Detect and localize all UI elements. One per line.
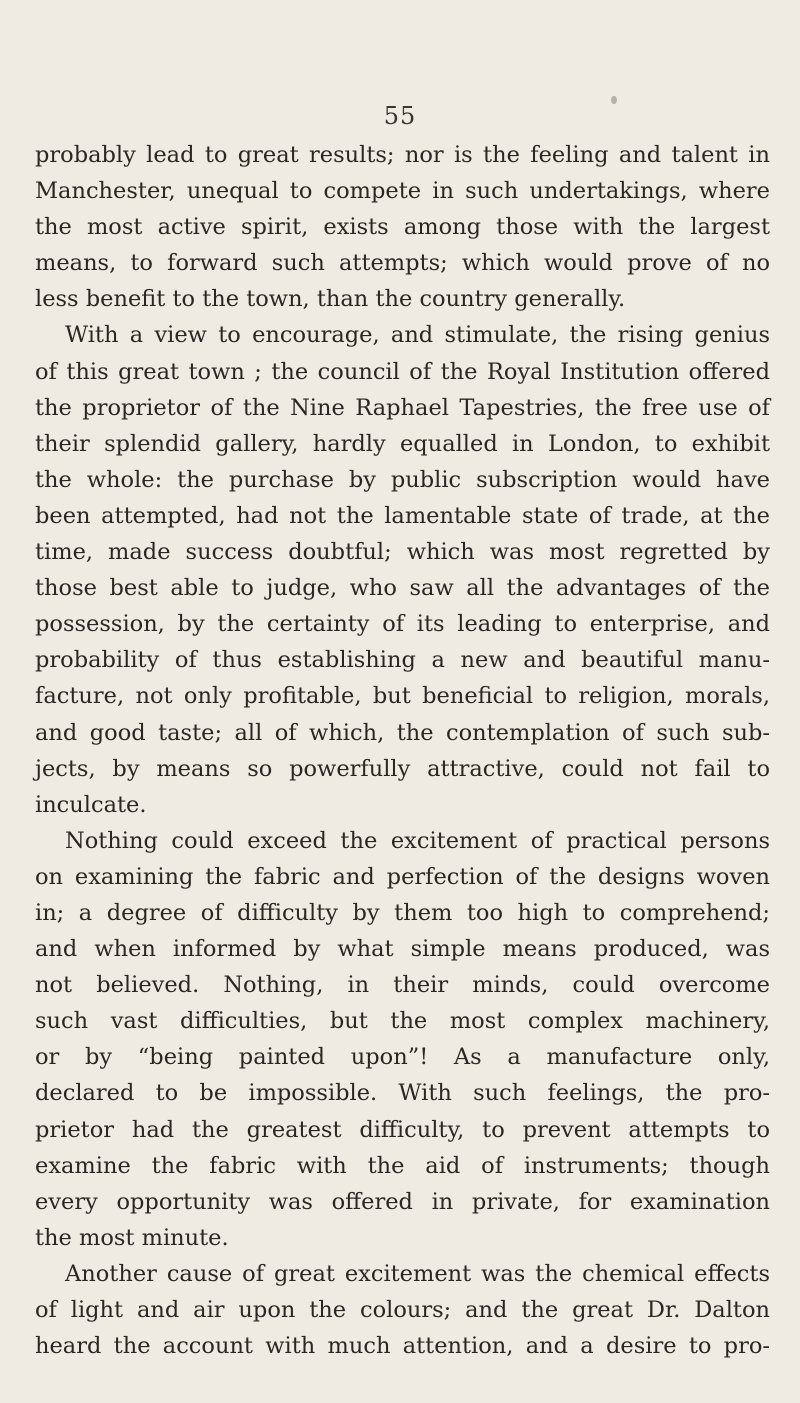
text-line: declared to be impossible. With such feelings, the pro- (35, 1080, 770, 1107)
text-line: less benefit to the town, than the country generally. (35, 286, 626, 313)
paragraph-1 (35, 137, 770, 317)
text-line: in; a degree of difficulty by them too high to comprehend; (35, 899, 770, 926)
text-line: such vast difficulties, but the most complex machinery, (35, 1008, 770, 1035)
text-line: jects, by means so powerfully attractive, could not fail to (35, 755, 770, 782)
text-line: time, made success doubtful; which was most regretted by (35, 539, 770, 566)
text-line: prietor had the greatest difficulty, to prevent attempts to (35, 1116, 770, 1143)
text-line: examine the fabric with the aid of instruments; though (35, 1152, 770, 1179)
body-text (35, 137, 770, 1364)
text-line: probably lead to great results; nor is the feeling and talent in (35, 142, 770, 168)
text-line: been attempted, had not the lamentable state of trade, at the (35, 502, 770, 529)
text-line: of light and air upon the colours; and the great Dr. Dalton (35, 1297, 770, 1323)
text-line: the most active spirit, exists among those with the largest (35, 214, 770, 241)
text-line: not believed. Nothing, in their minds, could overcome (35, 972, 770, 999)
page-number: 55 (383, 102, 417, 130)
paragraph-4 (35, 1256, 770, 1364)
paragraph-2 (35, 317, 770, 822)
text-line: and good taste; all of which, the contemplation of such sub- (35, 719, 770, 746)
text-line: means, to forward such attempts; which would prove of no (35, 250, 770, 277)
text-line: possession, by the certainty of its leading to enterprise, and (35, 611, 770, 638)
text-line: Another cause of great excitement was the chemical effects (65, 1260, 770, 1287)
paragraph-3 (35, 823, 770, 1256)
text-line: and when informed by what simple means produced, was (35, 936, 770, 963)
text-line: the whole: the purchase by public subscription would have (35, 466, 770, 493)
text-line: With a view to encourage, and stimulate, the rising genius (65, 322, 770, 349)
text-line: inculcate. (35, 791, 147, 818)
text-line: facture, not only profitable, but beneficial to religion, morals, (35, 683, 770, 710)
text-line: on examining the fabric and perfection of the designs woven (35, 863, 770, 890)
text-line: those best able to judge, who saw all the advantages of the (35, 575, 770, 602)
text-line: or by “being painted upon”! As a manufacture only, (35, 1044, 770, 1071)
text-line: every opportunity was offered in private, for examination (35, 1188, 770, 1215)
text-line: Manchester, unequal to compete in such undertakings, where (35, 178, 770, 205)
text-line: probability of thus establishing a new and beautiful manu- (35, 647, 770, 674)
text-line: their splendid gallery, hardly equalled in London, to exhibit (35, 430, 770, 457)
text-line: heard the account with much attention, and a desire to pro- (35, 1333, 770, 1360)
text-line: the proprietor of the Nine Raphael Tapestries, the free use of (35, 394, 770, 421)
text-line: Nothing could exceed the excitement of practical persons (65, 827, 770, 854)
text-line: the most minute. (35, 1224, 229, 1251)
text-line: of this great town ; the council of the Royal Institution offered (35, 358, 770, 385)
